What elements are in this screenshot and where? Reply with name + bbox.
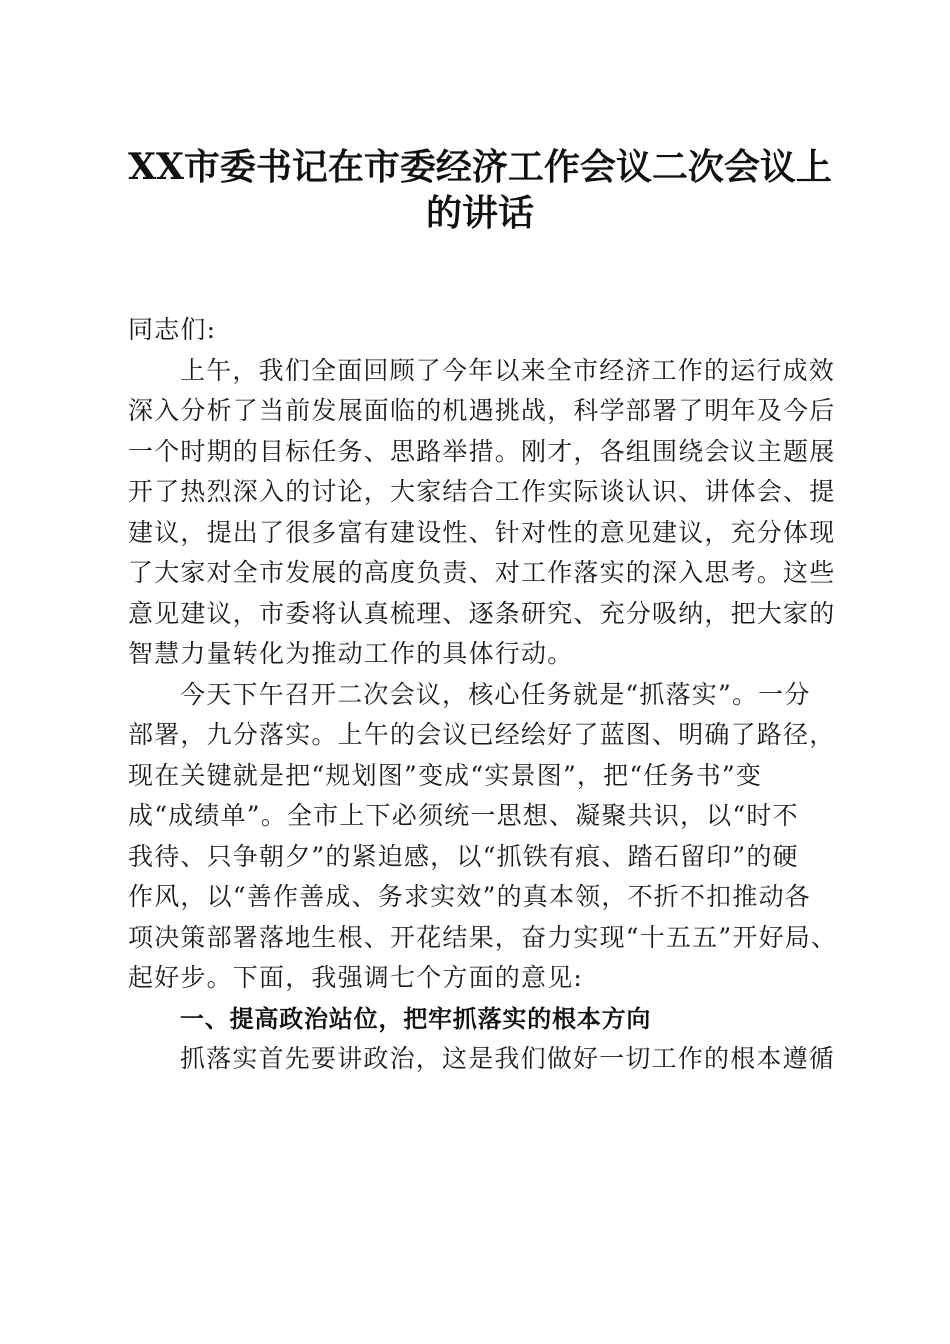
section-heading: 一、提高政治站位，把牢抓落实的根本方向 [180, 1004, 652, 1033]
salutation: 同志们: [128, 315, 217, 344]
paragraph-line: 意见建议，市委将认真梳理、逐条研究、充分吸纳，把大家的 [128, 598, 836, 628]
paragraph-line: 一个时期的目标任务、思路举措。刚才，各组围绕会议主题展 [128, 436, 836, 466]
paragraph-line: 建议，提出了很多富有建设性、针对性的意见建议，充分体现 [128, 517, 836, 547]
paragraph-line: 部署，九分落实。上午的会议已经绘好了蓝图、明确了路径， [128, 720, 836, 749]
paragraph-line: 上午，我们全面回顾了今年以来全市经济工作的运行成效 [180, 355, 836, 385]
paragraph-line: 了大家对全市发展的高度负责、对工作落实的深入思考。这些 [128, 558, 836, 587]
paragraph-line: 抓落实首先要讲政治，这是我们做好一切工作的根本遵循 [180, 1044, 836, 1073]
document-body [128, 310, 840, 1080]
paragraph-line: 起好步。下面，我强调七个方面的意见: [128, 963, 584, 992]
paragraph-line: 现在关键就是把“规划图”变成“实景图”，把“任务书”变 [128, 760, 763, 790]
paragraph-line: 我待、只争朝夕”的紧迫感，以“抓铁有痕、踏石留印”的硬 [128, 841, 799, 871]
paragraph-line: 今天下午召开二次会议，核心任务就是“抓落实”。一分 [180, 679, 811, 709]
paragraph-line: 项决策部署落地生根、开花结果，奋力实现“十五五”开好局、 [128, 922, 838, 952]
paragraph-line: 开了热烈深入的讨论，大家结合工作实际谈认识、讲体会、提 [128, 477, 836, 506]
paragraph-line: 成“成绩单”。全市上下必须统一思想、凝聚共识，以“时不 [128, 801, 799, 830]
document-title [100, 144, 860, 236]
title-line: XX市委书记在市委经济工作会议二次会议上 [128, 146, 832, 188]
paragraph-line: 深入分析了当前发展面临的机遇挑战，科学部署了明年及今后 [128, 396, 836, 425]
title-line: 的讲话 [425, 192, 534, 234]
paragraph-line: 智慧力量转化为推动工作的具体行动。 [128, 639, 574, 668]
paragraph-line: 作风，以“善作善成、务求实效”的真本领，不折不扣推动各 [128, 882, 811, 911]
